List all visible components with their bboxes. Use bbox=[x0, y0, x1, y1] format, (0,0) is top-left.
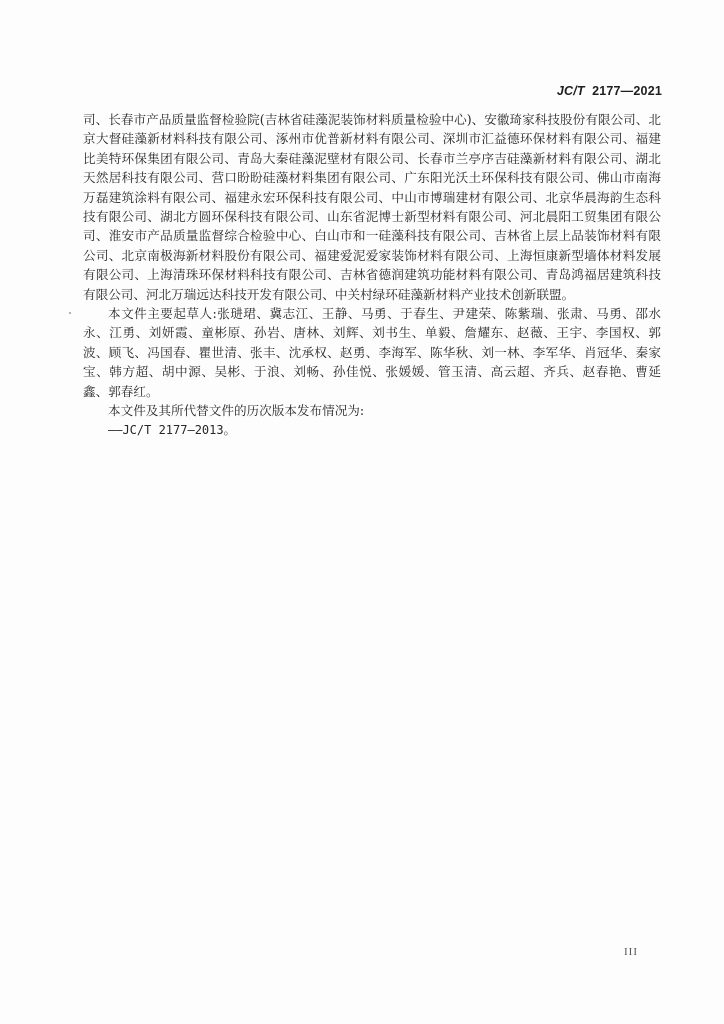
foreword-body bbox=[83, 110, 661, 440]
standard-header bbox=[557, 84, 662, 98]
paragraph-drafting-units: 司、长春市产品质量监督检验院(吉林省硅藻泥装饰材料质量检验中心)、安徽琦家科技股份有限公司、北京大督硅藻新材料科技有限公司、涿州市优普新材料有限公司、深圳市汇益德环保材料有限公司、福建比美特环保集团有限公司、青岛大秦硅藻泥壁材有限公司、长春市兰亭序吉硅藻新材料有限公司、湖北天然居科技有限公司、营口盼盼硅藻材料集团有限公司、广东阳光沃土环保科技有限公司、佛山市南海万磊建筑涂料有限公司、福建永宏环保科技有限公司、中山市博瑞建材有限公司、北京华晨海韵生态科技有限公司、湖北方圆环保科技有限公司、山东省泥博士新型材料有限公司、河北晨阳工贸集团有限公司、淮安市产品质量监督综合检验中心、白山市和一硅藻科技有限公司、吉林省上层上品装饰材料有限公司、北京南极海新材料股份有限公司、福建爱泥爱家装饰材料有限公司、上海恒康新型墙体材料发展有限公司、上海清珠环保材料科技有限公司、吉林省德润建筑功能材料有限公司、青岛鸿福居建筑科技有限公司、河北万瑞远达科技开发有限公司、中关村绿环硅藻新材料产业技术创新联盟。 bbox=[83, 112, 661, 302]
standard-number: 2177—2021 bbox=[592, 84, 662, 98]
paragraph-drafters: 本文件主要起草人:张琎珺、冀志江、王静、马勇、于春生、尹建荣、陈紫瑞、张肃、马勇、邵水永、江勇、刘妍霞、童彬原、孙岩、唐林、刘辉、刘书生、单毅、詹耀东、赵薇、王宇、李国权、郭波、顾飞、冯国春、瞿世清、张丰、沈承权、赵勇、李海军、陈华秋、刘一林、李军华、肖冠华、秦家宝、韩方超、胡中源、吴彬、于浪、刘畅、孙佳悦、张媛媛、管玉清、高云超、齐兵、赵春艳、曹延鑫、郭春红。 bbox=[83, 306, 661, 399]
standard-code: JC/T bbox=[556, 84, 585, 98]
scan-speck bbox=[69, 312, 71, 314]
paragraph-history-item: ——JC/T 2177—2013。 bbox=[108, 422, 236, 437]
paragraph-history-intro: 本文件及其所代替文件的历次版本发布情况为: bbox=[108, 403, 365, 419]
page-number: III bbox=[624, 946, 638, 958]
